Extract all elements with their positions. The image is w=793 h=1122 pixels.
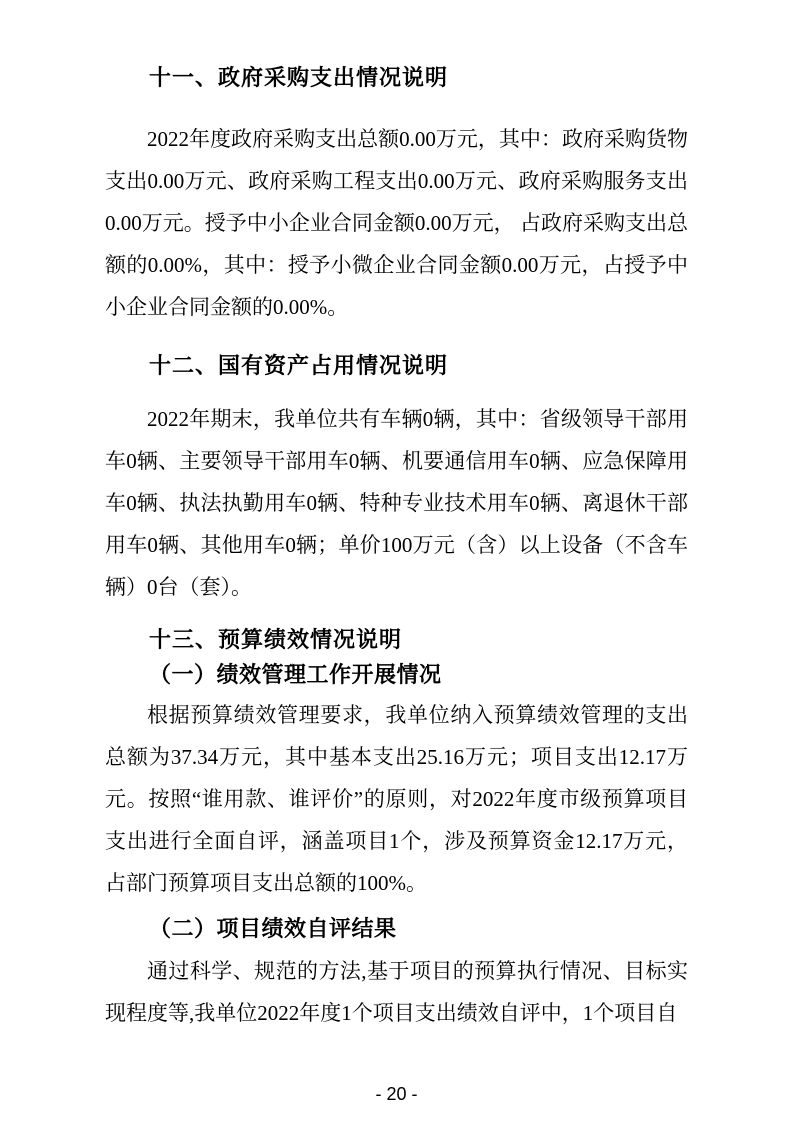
section-heading-11: 十一、政府采购支出情况说明 [149, 65, 449, 90]
body-paragraph: 2022年度政府采购支出总额0.00万元，其中：政府采购货物支出0.00万元、政府采购工程支出0.00万元、政府采购服务支出0.00万元。授予中小企业合同金额0.00万元， 占政府采购支出总额的0.00%，其中：授予小微企业合同金额0.00万元，占授予中小企业合同金额的0.00%。 [105, 127, 688, 319]
section-state-assets [105, 350, 688, 608]
section-heading-12: 十二、国有资产占用情况说明 [149, 353, 449, 378]
section-government-procurement [105, 62, 688, 328]
subsection-heading-self-evaluation: （二）项目绩效自评结果 [149, 916, 397, 941]
subsection-heading-performance-management: （一）绩效管理工作开展情况 [149, 662, 442, 687]
section-budget-performance [105, 624, 688, 1034]
page-number: - 20 - [375, 1084, 418, 1104]
body-paragraph: 2022年期末，我单位共有车辆0辆，其中：省级领导干部用车0辆、主要领导干部用车0辆、机要通信用车0辆、应急保障用车0辆、执法执勤用车0辆、特种专业技术用车0辆、离退休干部用车0辆、其他用车0辆；单价100万元（含）以上设备（不含车辆）0台（套）。 [105, 407, 688, 599]
body-paragraph: 通过科学、规范的方法,基于项目的预算执行情况、目标实现程度等,我单位2022年度1个项目支出绩效自评中，1个项目自 [105, 959, 688, 1025]
body-paragraph: 根据预算绩效管理要求，我单位纳入预算绩效管理的支出总额为37.34万元，其中基本支出25.16万元；项目支出12.17万元。按照“谁用款、谁评价”的原则，对2022年度市级预算项目支出进行全面自评，涵盖项目1个，涉及预算资金12.17万元， 占部门预算项目支出总额的100%。 [105, 703, 688, 895]
section-heading-13: 十三、预算绩效情况说明 [149, 627, 403, 652]
